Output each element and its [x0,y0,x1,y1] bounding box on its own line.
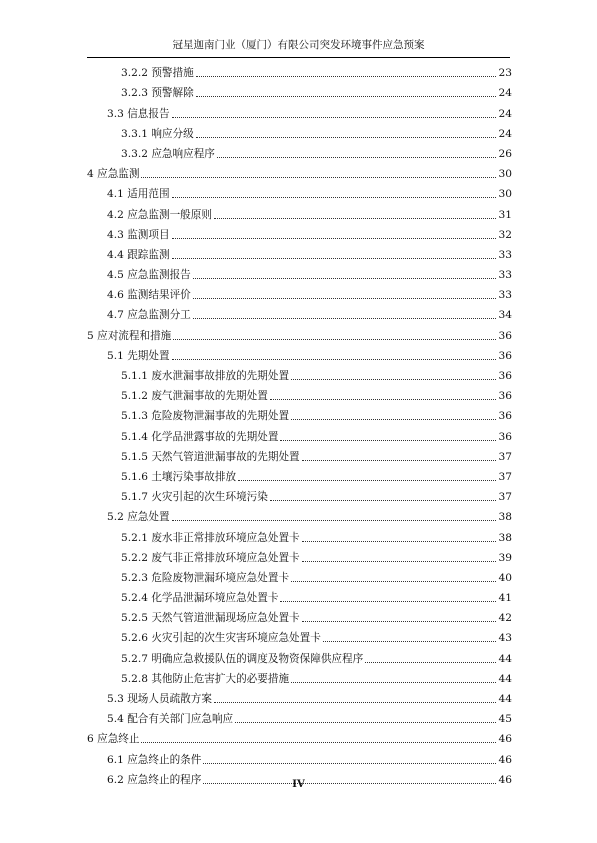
toc-entry[interactable] [87,605,512,625]
toc-dot-leader [172,237,496,239]
toc-dot-leader [302,620,496,622]
toc-entry[interactable] [87,343,512,363]
toc-entry-label: 4.2 应急监测一般原则 [107,208,212,221]
toc-entry[interactable] [87,363,512,383]
toc-entry-label: 5.3 现场人员疏散方案 [107,693,212,705]
toc-dot-leader [302,560,496,562]
toc-entry-page-number: 37 [498,470,512,483]
header-rule [87,57,510,58]
toc-entry-label: 5 应对流程和措施 [87,329,172,342]
toc-dot-leader [196,75,496,77]
toc-entry-page-number: 44 [498,672,512,685]
toc-entry-label: 5.2.8 其他防止危害扩大的必要措施 [121,672,290,685]
toc-entry[interactable] [87,504,512,524]
toc-entry-page-number: 36 [498,349,512,362]
toc-entry[interactable] [87,484,512,504]
toc-entry-page-number: 45 [498,713,512,726]
toc-entry[interactable] [87,585,512,605]
toc-entry[interactable] [87,464,512,484]
toc-entry[interactable] [87,666,512,686]
toc-entry-label: 4 应急监测 [87,168,140,181]
toc-entry-page-number: 24 [498,107,512,120]
toc-entry-label: 5.2.2 废气非正常排放环境应急处置卡 [121,551,300,564]
toc-dot-leader [141,176,496,178]
toc-dot-leader [172,358,496,360]
toc-entry[interactable] [87,524,512,544]
table-of-contents [87,60,512,787]
toc-entry[interactable] [87,746,512,766]
toc-entry[interactable] [87,322,512,342]
toc-entry-page-number: 43 [498,632,512,645]
toc-entry-page-number: 24 [498,87,512,100]
toc-dot-leader [291,681,496,683]
toc-entry-page-number: 39 [498,551,512,564]
toc-entry-label: 5.2.7 明确应急救援队伍的调度及物资保障供应程序 [121,652,364,665]
toc-entry-page-number: 33 [498,269,512,282]
page-number: IV [292,779,305,790]
toc-entry-page-number: 36 [498,390,512,403]
toc-dot-leader [365,661,496,663]
toc-entry-label: 5.1.1 废水泄漏事故排放的先期处置 [121,370,290,382]
toc-dot-leader [193,277,496,279]
toc-entry-label: 3.2.3 预警解除 [121,87,194,100]
toc-entry-page-number: 26 [498,147,512,160]
toc-entry-label: 5.2.4 化学品泄漏环境应急处置卡 [121,592,279,605]
toc-entry-page-number: 44 [498,652,512,665]
toc-entry[interactable] [87,222,512,242]
toc-entry-page-number: 23 [498,67,512,80]
toc-entry-page-number: 46 [498,753,512,766]
toc-entry[interactable] [87,242,512,262]
toc-entry-label: 6 应急终止 [87,733,140,746]
toc-entry[interactable] [87,141,512,161]
toc-entry-label: 5.2.6 火灾引起的次生灾害环境应急处置卡 [121,632,321,645]
toc-dot-leader [280,600,496,602]
toc-entry-page-number: 46 [498,733,512,746]
toc-entry[interactable] [87,262,512,282]
toc-entry[interactable] [87,565,512,585]
toc-entry-label: 5.4 配合有关部门应急响应 [107,713,234,726]
toc-entry[interactable] [87,726,512,746]
toc-entry-label: 5.1 先期处置 [107,349,170,362]
toc-dot-leader [214,701,496,703]
toc-entry[interactable] [87,161,512,181]
toc-entry[interactable] [87,444,512,464]
toc-dot-leader [214,217,496,219]
toc-entry[interactable] [87,302,512,322]
toc-entry-label: 3.3 信息报告 [107,107,170,120]
toc-dot-leader [196,136,496,138]
toc-dot-leader [291,418,496,420]
toc-entry-page-number: 30 [498,188,512,201]
toc-entry-page-number: 44 [498,693,512,705]
toc-entry[interactable] [87,80,512,100]
toc-entry-page-number: 32 [498,228,512,241]
toc-entry-page-number: 30 [498,168,512,181]
toc-entry-page-number: 38 [498,531,512,544]
toc-dot-leader [238,479,496,481]
toc-entry[interactable] [87,706,512,726]
toc-entry-label: 5.2.3 危险废物泄漏环境应急处置卡 [121,571,290,584]
toc-dot-leader [291,378,496,380]
toc-entry-page-number: 42 [498,612,512,625]
toc-entry-label: 4.5 应急监测报告 [107,269,191,282]
toc-dot-leader [280,439,496,441]
toc-entry-page-number: 33 [498,248,512,261]
toc-entry-label: 3.2.2 预警措施 [121,67,194,80]
toc-dot-leader [193,297,496,299]
toc-entry-label: 5.2.1 废水非正常排放环境应急处置卡 [121,531,300,544]
toc-entry[interactable] [87,423,512,443]
toc-entry-page-number: 40 [498,571,512,584]
toc-dot-leader [172,257,496,259]
toc-entry-page-number: 36 [498,430,512,443]
toc-entry-page-number: 37 [498,491,512,504]
toc-entry-label: 5.1.3 危险废物泄漏事故的先期处置 [121,410,290,423]
toc-entry-page-number: 24 [498,127,512,140]
toc-entry[interactable] [87,282,512,302]
toc-dot-leader [217,156,496,158]
toc-dot-leader [235,721,496,723]
toc-dot-leader [291,580,496,582]
toc-dot-leader [196,95,496,97]
toc-entry-label: 3.3.1 响应分级 [121,127,194,140]
toc-entry-page-number: 41 [498,592,512,605]
toc-entry-label: 4.1 适用范围 [107,188,170,201]
toc-entry-page-number: 36 [498,370,512,382]
toc-entry[interactable] [87,383,512,403]
toc-dot-leader [270,398,496,400]
toc-dot-leader [173,338,496,340]
toc-entry[interactable] [87,201,512,221]
toc-entry[interactable] [87,686,512,706]
toc-entry[interactable] [87,645,512,665]
toc-entry-page-number: 38 [498,511,512,524]
toc-dot-leader [302,540,496,542]
toc-dot-leader [172,196,496,198]
toc-entry[interactable] [87,60,512,80]
toc-entry[interactable] [87,545,512,565]
toc-entry-page-number: 34 [498,309,512,322]
toc-entry-label: 6.2 应急终止的程序 [107,773,202,786]
toc-entry-label: 5.2.5 天然气管道泄漏现场应急处置卡 [121,612,300,625]
toc-entry-label: 5.1.7 火灾引起的次生环境污染 [121,491,268,504]
toc-entry-label: 5.1.4 化学品泄露事故的先期处置 [121,430,279,443]
toc-dot-leader [203,762,496,764]
toc-entry-label: 5.1.6 土壤污染事故排放 [121,470,237,483]
toc-dot-leader [323,640,496,642]
toc-dot-leader [193,317,496,319]
toc-dot-leader [141,741,496,743]
toc-entry[interactable] [87,625,512,645]
toc-entry-page-number: 37 [498,450,512,463]
toc-entry[interactable] [87,100,512,120]
page-header-title: 冠星迦南门业（厦门）有限公司突发环境事件应急预案 [172,39,425,51]
toc-entry[interactable] [87,181,512,201]
toc-dot-leader [270,499,496,501]
toc-entry[interactable] [87,403,512,423]
toc-entry-page-number: 46 [498,773,512,786]
toc-entry-label: 5.2 应急处置 [107,511,170,524]
toc-entry-page-number: 36 [498,410,512,423]
toc-entry-label: 5.1.5 天然气管道泄漏事故的先期处置 [121,450,300,463]
toc-entry-label: 4.7 应急监测分工 [107,309,191,322]
toc-entry-label: 6.1 应急终止的条件 [107,753,202,766]
toc-entry-page-number: 31 [498,208,512,221]
toc-entry-page-number: 36 [498,329,512,342]
toc-entry-label: 4.4 跟踪监测 [107,248,170,261]
toc-entry-label: 3.3.2 应急响应程序 [121,147,215,160]
toc-entry-label: 4.6 监测结果评价 [107,289,191,302]
toc-entry-label: 5.1.2 废气泄漏事故的先期处置 [121,390,268,403]
toc-dot-leader [172,519,496,521]
toc-dot-leader [302,459,496,461]
toc-dot-leader [172,116,496,118]
toc-entry-label: 4.3 监测项目 [107,228,170,241]
toc-entry-page-number: 33 [498,289,512,302]
toc-entry[interactable] [87,121,512,141]
